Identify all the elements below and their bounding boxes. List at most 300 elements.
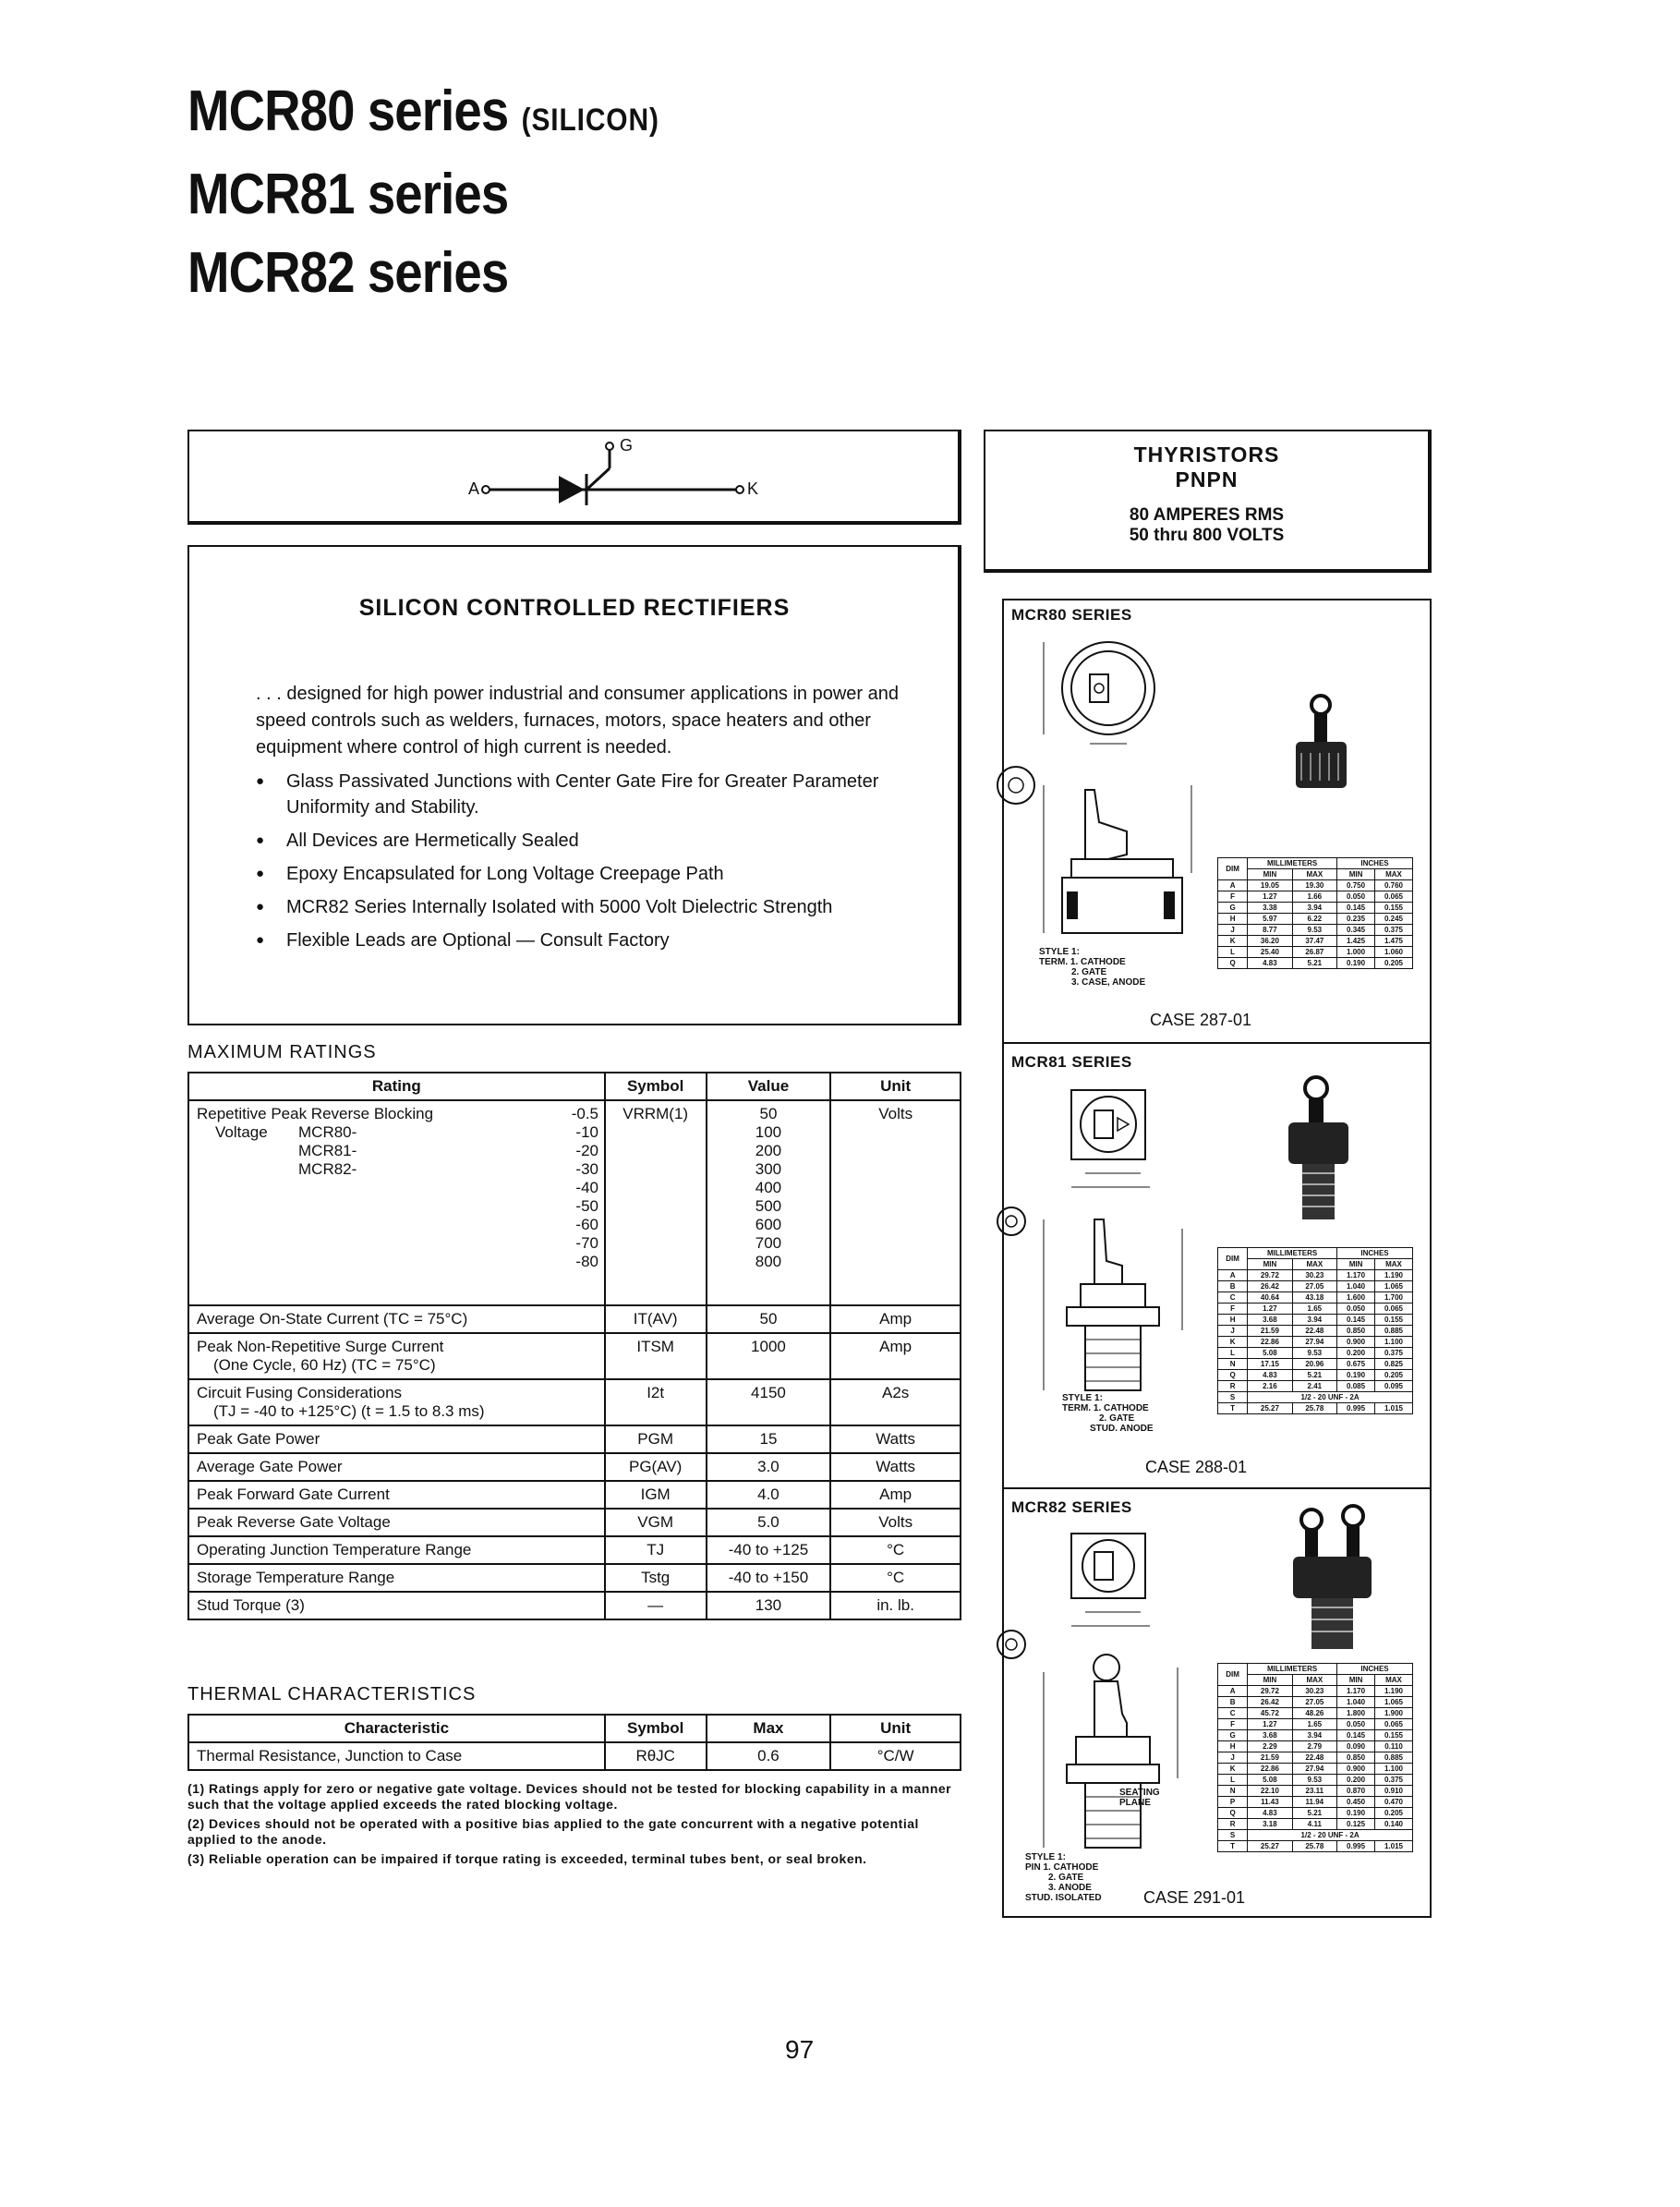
dim-cell: F: [1218, 1719, 1248, 1730]
dim-row: [1218, 1337, 1413, 1348]
dim-cell: K: [1218, 1764, 1248, 1775]
table-row: [188, 1592, 961, 1619]
dim-cell: 2.79: [1292, 1741, 1336, 1752]
dim-cell: 3.94: [1292, 1315, 1336, 1326]
dim-cell: 1.065: [1375, 1281, 1413, 1292]
dim-cell: 0.095: [1375, 1381, 1413, 1392]
dim-row: [1218, 1370, 1413, 1381]
dim-cell: S: [1218, 1392, 1248, 1403]
dim-cell: F: [1218, 891, 1248, 903]
dim-cell: 0.090: [1337, 1741, 1375, 1752]
rating-text: Peak Forward Gate Current: [197, 1485, 390, 1503]
dim-cell: 27.05: [1292, 1281, 1336, 1292]
dim-cell: 30.23: [1292, 1686, 1336, 1697]
dim-cell: 1.475: [1375, 936, 1413, 947]
dim-cell: 0.345: [1337, 925, 1375, 936]
style-line: 2. GATE: [1071, 967, 1107, 977]
dim-cell: 25.27: [1248, 1403, 1292, 1414]
dim-cell: 11.94: [1292, 1797, 1336, 1808]
dim-cell: J: [1218, 925, 1248, 936]
symbol-cell: —: [605, 1592, 707, 1619]
dim-cell: R: [1218, 1381, 1248, 1392]
value-cell: 4150: [707, 1379, 831, 1425]
dim-cell: 0.205: [1375, 1808, 1413, 1819]
dim-header: MILLIMETERS: [1248, 858, 1337, 869]
voltage-value: 500: [755, 1197, 782, 1215]
table-row: [188, 1333, 961, 1379]
dim-header: INCHES: [1337, 1664, 1413, 1675]
description-heading: SILICON CONTROLLED RECTIFIERS: [358, 595, 791, 621]
mcr80-case-label: CASE 287-01: [1150, 1011, 1252, 1029]
rating-cell: [188, 1564, 605, 1592]
unit-cell: °C: [830, 1536, 961, 1564]
dim-row: [1218, 1270, 1413, 1281]
device-label: MCR80-: [298, 1123, 357, 1141]
dim-cell: 0.885: [1375, 1752, 1413, 1764]
device-suffix: -0.5: [571, 1105, 598, 1122]
table-row: [188, 1509, 961, 1536]
dim-cell: 22.10: [1248, 1786, 1292, 1797]
rating-text: Average On-State Current (TC = 75°C): [197, 1310, 468, 1328]
dim-cell: 1.27: [1248, 891, 1292, 903]
dim-row: [1218, 958, 1413, 969]
rating-cell: [188, 1379, 605, 1425]
dim-cell: 9.53: [1292, 1348, 1336, 1359]
device-suffix: -60: [575, 1216, 598, 1233]
mcr81-case-label: CASE 288-01: [1145, 1458, 1248, 1476]
style-line: TERM. 1. CATHODE: [1039, 957, 1126, 967]
dim-cell: F: [1218, 1304, 1248, 1315]
dim-cell: 0.850: [1337, 1326, 1375, 1337]
device-suffix: -10: [575, 1123, 598, 1141]
unit-cell: A2s: [830, 1379, 961, 1425]
dim-cell: 1.425: [1337, 936, 1375, 947]
dim-cell: 25.40: [1248, 947, 1292, 958]
mcr82-outline-drawing: [988, 1524, 1219, 1898]
rating-text: Stud Torque (3): [197, 1596, 305, 1614]
table-row: [188, 1453, 961, 1481]
dim-cell: J: [1218, 1326, 1248, 1337]
seating-label-line: PLANE: [1119, 1798, 1151, 1808]
dim-cell: 0.050: [1337, 1304, 1375, 1315]
dim-row: [1218, 1786, 1413, 1797]
dim-cell: 5.21: [1292, 958, 1336, 969]
dim-cell: 1.170: [1337, 1686, 1375, 1697]
value-cell: [707, 1100, 831, 1305]
dim-row: [1218, 1697, 1413, 1708]
max-ratings-table: [187, 1072, 961, 1620]
dim-subheader: MIN: [1337, 869, 1375, 880]
dim-cell: 0.375: [1375, 1348, 1413, 1359]
dim-cell: 1.800: [1337, 1708, 1375, 1719]
dim-cell: S: [1218, 1830, 1248, 1841]
page-number: 97: [785, 2035, 815, 2064]
table-row: [188, 1305, 961, 1333]
rating-text: Circuit Fusing Considerations: [197, 1384, 403, 1401]
symbol-box: [187, 430, 961, 525]
dim-subheader: MAX: [1375, 1675, 1413, 1686]
series-label-mcr82: MCR82 SERIES: [1011, 1498, 1132, 1516]
dim-cell: 1.190: [1375, 1686, 1413, 1697]
dim-cell: 3.38: [1248, 903, 1292, 914]
style-line: STUD. ANODE: [1090, 1424, 1154, 1434]
dim-cell: 0.995: [1337, 1841, 1375, 1852]
table-row: [188, 1100, 961, 1305]
dim-cell: 3.68: [1248, 1315, 1292, 1326]
rating-rows: [188, 1305, 961, 1619]
dim-cell: 26.42: [1248, 1281, 1292, 1292]
dim-cell: 0.885: [1375, 1326, 1413, 1337]
dim-rows: [1218, 1686, 1413, 1852]
dim-cell: T: [1218, 1403, 1248, 1414]
column-header: Rating: [188, 1073, 605, 1100]
dim-cell: 5.97: [1248, 914, 1292, 925]
rating-cell: [188, 1305, 605, 1333]
rating-text: Peak Reverse Gate Voltage: [197, 1513, 391, 1531]
value-cell: 50: [707, 1305, 831, 1333]
dim-cell: 0.065: [1375, 1719, 1413, 1730]
dim-cell: 0.900: [1337, 1764, 1375, 1775]
dim-cell: P: [1218, 1797, 1248, 1808]
dim-cell: Q: [1218, 1808, 1248, 1819]
dim-cell: 3.94: [1292, 903, 1336, 914]
device-suffix: -40: [575, 1179, 598, 1196]
dim-cell: 27.05: [1292, 1697, 1336, 1708]
gate-label: G: [620, 436, 634, 455]
style-line: TERM. 1. CATHODE: [1062, 1403, 1149, 1413]
dim-cell: L: [1218, 947, 1248, 958]
dim-cell: K: [1218, 936, 1248, 947]
dim-cell: 5.08: [1248, 1348, 1292, 1359]
dim-cell: 2.41: [1292, 1381, 1336, 1392]
dim-cell: L: [1218, 1348, 1248, 1359]
description-box: [187, 545, 961, 1025]
dim-cell: 0.145: [1337, 903, 1375, 914]
title-subtitle: (SILICON): [521, 103, 659, 138]
dim-cell: 0.900: [1337, 1337, 1375, 1348]
dim-cell: 20.96: [1292, 1359, 1336, 1370]
footnote: (1) Ratings apply for zero or negative gate voltage. Devices should not be tested for blocking capability in a manner such that the voltage applied exceeds the rated blocking voltage.: [187, 1781, 952, 1812]
dim-row: [1218, 891, 1413, 903]
dim-row: [1218, 1830, 1413, 1841]
dim-cell: 5.21: [1292, 1808, 1336, 1819]
dim-cell: L: [1218, 1775, 1248, 1786]
dim-cell: 22.48: [1292, 1752, 1336, 1764]
dim-cell: 25.78: [1292, 1403, 1336, 1414]
mcr82-dimension-table: [1217, 1663, 1413, 1852]
dim-cell: 9.53: [1292, 1775, 1336, 1786]
dim-cell: 25.78: [1292, 1841, 1336, 1852]
dim-cell: A: [1218, 1686, 1248, 1697]
dim-cell: 29.72: [1248, 1270, 1292, 1281]
dim-cell: G: [1218, 903, 1248, 914]
dim-cell: 0.155: [1375, 1315, 1413, 1326]
style-line: PIN 1. CATHODE: [1025, 1862, 1099, 1873]
dim-cell: 3.68: [1248, 1730, 1292, 1741]
dim-cell: H: [1218, 1741, 1248, 1752]
dim-row: [1218, 1819, 1413, 1830]
dim-cell: 25.27: [1248, 1841, 1292, 1852]
title-mcr81: MCR81 series: [187, 163, 509, 226]
dim-header: DIM: [1218, 858, 1248, 880]
dim-cell: 0.375: [1375, 925, 1413, 936]
anode-label: A: [468, 479, 480, 498]
column-header: Value: [707, 1073, 831, 1100]
rating-cell: [188, 1333, 605, 1379]
dim-header: MILLIMETERS: [1248, 1664, 1337, 1675]
dim-cell: 1.170: [1337, 1270, 1375, 1281]
voltage-value: 300: [755, 1160, 782, 1178]
dim-cell: H: [1218, 1315, 1248, 1326]
dim-row: [1218, 1403, 1413, 1414]
rating-text: Peak Gate Power: [197, 1430, 320, 1448]
device-suffix: -30: [575, 1160, 598, 1178]
dim-cell: 0.145: [1337, 1315, 1375, 1326]
title-mcr80: [187, 79, 659, 143]
dim-cell: 0.870: [1337, 1786, 1375, 1797]
rating-text: Storage Temperature Range: [197, 1569, 395, 1586]
device-suffix: -20: [575, 1142, 598, 1159]
value-cell: 5.0: [707, 1509, 831, 1536]
dim-cell: T: [1218, 1841, 1248, 1852]
device-label: MCR82-: [298, 1160, 357, 1178]
table-row: [188, 1564, 961, 1592]
dim-cell: 22.86: [1248, 1337, 1292, 1348]
dim-cell: H: [1218, 914, 1248, 925]
dim-cell: 0.065: [1375, 1304, 1413, 1315]
style-line: STYLE 1:: [1062, 1393, 1103, 1403]
dim-cell: 1.015: [1375, 1841, 1413, 1852]
dim-cell: 1.015: [1375, 1403, 1413, 1414]
style-line: 3. CASE, ANODE: [1071, 977, 1146, 988]
dim-subheader: MAX: [1375, 1259, 1413, 1270]
dim-cell: 4.83: [1248, 958, 1292, 969]
dim-cell: 6.22: [1292, 914, 1336, 925]
product-structure: PNPN: [1175, 467, 1239, 491]
footnotes: [187, 1781, 954, 1867]
dim-cell: 0.200: [1337, 1348, 1375, 1359]
thermal-heading: THERMAL CHARACTERISTICS: [187, 1684, 477, 1704]
product-type: THYRISTORS: [1133, 443, 1280, 467]
dim-row: [1218, 1359, 1413, 1370]
dim-cell: 1.27: [1248, 1719, 1292, 1730]
dim-cell: 11.43: [1248, 1797, 1292, 1808]
dim-cell: 1.900: [1375, 1708, 1413, 1719]
dim-cell: 0.125: [1337, 1819, 1375, 1830]
thermal-table: [187, 1714, 961, 1771]
dim-cell: 0.155: [1375, 903, 1413, 914]
dim-cell: 0.190: [1337, 958, 1375, 969]
dim-cell: 1/2 - 20 UNF - 2A: [1248, 1392, 1413, 1403]
dim-cell: K: [1218, 1337, 1248, 1348]
style-line: STYLE 1:: [1039, 947, 1080, 957]
dim-cell: 27.94: [1292, 1337, 1336, 1348]
dim-cell: 0.235: [1337, 914, 1375, 925]
dim-cell: 0.675: [1337, 1359, 1375, 1370]
dim-cell: 4.83: [1248, 1370, 1292, 1381]
mcr80-outline-drawing: [988, 637, 1228, 998]
dim-row: [1218, 1326, 1413, 1337]
dim-cell: 5.08: [1248, 1775, 1292, 1786]
rating-text: Repetitive Peak Reverse Blocking: [197, 1105, 434, 1122]
column-header: Symbol: [605, 1715, 707, 1742]
dim-row: [1218, 1392, 1413, 1403]
dim-row: [1218, 1730, 1413, 1741]
dim-cell: 0.200: [1337, 1775, 1375, 1786]
dim-cell: 27.94: [1292, 1764, 1336, 1775]
feature-item: ● Epoxy Encapsulated for Long Voltage Creepage Path: [256, 861, 907, 887]
dim-cell: 1.040: [1337, 1281, 1375, 1292]
column-header: Unit: [830, 1715, 961, 1742]
unit-cell: Amp: [830, 1481, 961, 1509]
dim-cell: 26.87: [1292, 947, 1336, 958]
dim-cell: 1.100: [1375, 1337, 1413, 1348]
dim-row: [1218, 903, 1413, 914]
dim-cell: 1.600: [1337, 1292, 1375, 1304]
dim-cell: 48.26: [1292, 1708, 1336, 1719]
mcr81-photo-icon: [1279, 1072, 1362, 1229]
symbol-cell: PGM: [605, 1425, 707, 1453]
voltage-value: 50: [759, 1105, 778, 1122]
dim-cell: 0.190: [1337, 1370, 1375, 1381]
dim-cell: 1.100: [1375, 1764, 1413, 1775]
style-line: STUD. ISOLATED: [1025, 1893, 1102, 1903]
voltage-value: 700: [755, 1234, 782, 1252]
dim-cell: 17.15: [1248, 1359, 1292, 1370]
dim-cell: 19.30: [1292, 880, 1336, 891]
style-line: 2. GATE: [1048, 1873, 1084, 1883]
symbol-cell: IGM: [605, 1481, 707, 1509]
dim-row: [1218, 914, 1413, 925]
dim-cell: R: [1218, 1819, 1248, 1830]
table-row: [188, 1742, 961, 1770]
voltage-value: 400: [755, 1179, 782, 1196]
dim-cell: N: [1218, 1359, 1248, 1370]
style-line: STYLE 1:: [1025, 1852, 1066, 1862]
table-row: [188, 1425, 961, 1453]
footnote: (3) Reliable operation can be impaired if torque rating is exceeded, terminal tubes bent, or seal broken.: [187, 1851, 867, 1866]
dim-cell: 36.20: [1248, 936, 1292, 947]
voltage-value: 800: [755, 1253, 782, 1270]
symbol-cell: RθJC: [605, 1742, 707, 1770]
value-cell: 15: [707, 1425, 831, 1453]
product-voltage: 50 thru 800 VOLTS: [1129, 526, 1285, 545]
dim-cell: 26.42: [1248, 1697, 1292, 1708]
product-summary-box: [984, 430, 1432, 573]
rating-cell: [188, 1425, 605, 1453]
dim-cell: 0.050: [1337, 891, 1375, 903]
dim-cell: 0.375: [1375, 1775, 1413, 1786]
dim-cell: C: [1218, 1292, 1248, 1304]
value-cell: 1000: [707, 1333, 831, 1379]
unit-cell: Amp: [830, 1333, 961, 1379]
mcr80-style-note: [1039, 947, 1145, 988]
dim-subheader: MAX: [1292, 1675, 1336, 1686]
series-label-mcr80: MCR80 SERIES: [1011, 606, 1132, 624]
dim-row: [1218, 1719, 1413, 1730]
dim-row: [1218, 1808, 1413, 1819]
dim-cell: 0.760: [1375, 880, 1413, 891]
dim-cell: A: [1218, 1270, 1248, 1281]
dim-cell: 1.040: [1337, 1697, 1375, 1708]
rating-text: Operating Junction Temperature Range: [197, 1541, 472, 1558]
rating-cell: [188, 1481, 605, 1509]
dim-row: [1218, 1775, 1413, 1786]
dim-cell: 3.18: [1248, 1819, 1292, 1830]
mcr81-style-note: [1062, 1393, 1154, 1434]
symbol-cell: IT(AV): [605, 1305, 707, 1333]
dim-cell: 4.83: [1248, 1808, 1292, 1819]
dim-cell: 3.94: [1292, 1730, 1336, 1741]
unit-cell: Watts: [830, 1453, 961, 1481]
dim-header: INCHES: [1337, 858, 1413, 869]
dim-cell: 1/2 - 20 UNF - 2A: [1248, 1830, 1413, 1841]
unit-cell: in. lb.: [830, 1592, 961, 1619]
feature-list: [256, 769, 907, 961]
dim-cell: 30.23: [1292, 1270, 1336, 1281]
unit-cell: °C: [830, 1564, 961, 1592]
dim-cell: 0.910: [1375, 1786, 1413, 1797]
device-suffix-list: [552, 1105, 598, 1271]
cathode-label: K: [747, 479, 759, 498]
column-header: Max: [707, 1715, 831, 1742]
dim-cell: 1.190: [1375, 1270, 1413, 1281]
dim-row: [1218, 1686, 1413, 1697]
dim-cell: 22.86: [1248, 1764, 1292, 1775]
dim-cell: N: [1218, 1786, 1248, 1797]
dim-cell: 1.700: [1375, 1292, 1413, 1304]
rating-text: Average Gate Power: [197, 1458, 343, 1475]
voltage-value: 600: [755, 1216, 782, 1233]
column-header: Symbol: [605, 1073, 707, 1100]
unit-cell: Watts: [830, 1425, 961, 1453]
device-suffix: -70: [575, 1234, 598, 1252]
feature-item: ● Flexible Leads are Optional — Consult Factory: [256, 928, 907, 953]
dim-header: DIM: [1218, 1664, 1248, 1686]
feature-item: ● All Devices are Hermetically Sealed: [256, 828, 907, 854]
description-intro: . . . designed for high power industrial and consumer applications in power and speed controls such as welders, furnaces, motors, space heaters and other equipment where control of high current is needed.: [256, 684, 899, 758]
dim-cell: 0.205: [1375, 958, 1413, 969]
dim-cell: 4.11: [1292, 1819, 1336, 1830]
mcr80-photo-icon: [1288, 688, 1353, 799]
value-cell: -40 to +150: [707, 1564, 831, 1592]
dim-cell: 8.77: [1248, 925, 1292, 936]
dim-rows: [1218, 880, 1413, 969]
dim-header: INCHES: [1337, 1248, 1413, 1259]
dim-cell: Q: [1218, 958, 1248, 969]
dim-row: [1218, 1797, 1413, 1808]
dim-cell: Q: [1218, 1370, 1248, 1381]
dim-row: [1218, 1381, 1413, 1392]
seating-plane-label: [1119, 1788, 1160, 1808]
dim-cell: 0.110: [1375, 1741, 1413, 1752]
series-label-mcr81: MCR81 SERIES: [1011, 1053, 1132, 1071]
dim-header: DIM: [1218, 1248, 1248, 1270]
dim-cell: 1.66: [1292, 891, 1336, 903]
dim-cell: 23.11: [1292, 1786, 1336, 1797]
title-text: MCR80 series: [187, 79, 509, 143]
value-cell: 3.0: [707, 1453, 831, 1481]
symbol-cell: VRRM(1): [605, 1100, 707, 1305]
dim-subheader: MIN: [1248, 1675, 1292, 1686]
rating-text: Voltage: [215, 1123, 268, 1141]
dim-row: [1218, 1741, 1413, 1752]
value-cell: -40 to +125: [707, 1536, 831, 1564]
dim-cell: 0.205: [1375, 1370, 1413, 1381]
dim-cell: A: [1218, 880, 1248, 891]
package-divider: [1002, 1487, 1432, 1489]
dim-subheader: MIN: [1248, 869, 1292, 880]
